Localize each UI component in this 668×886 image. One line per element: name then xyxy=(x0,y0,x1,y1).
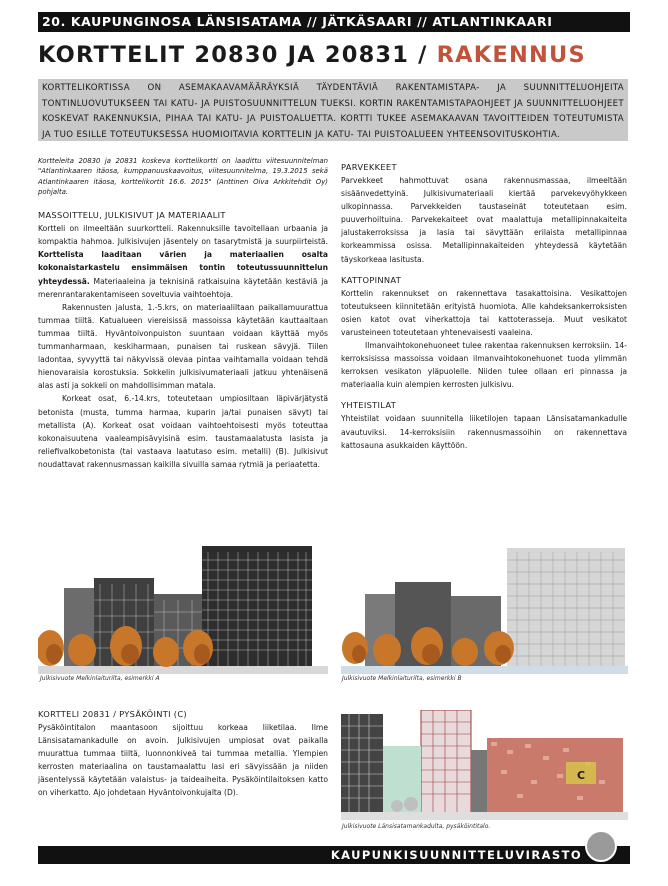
pysakointi-section xyxy=(38,708,328,800)
massoittelu-paragraph-3: Korkeat osat, 6.-14.krs, toteutetaan umpiosiltaan läpivärjätystä betonista (musta, tumma harmaa, kuparin ja/tai punaisen sävyt) tai metallista (A). Korkeat osat voidaan vaihtoehtoisesti myös toteuttaa kokonaisuutena vaaleampisävyisinä esim. taustamaalatusta lasista ja reliefivalkobetonista (tai vastaava laatutaso esim. metalli) (B). Julkisivut noudattavat rakennusmassan kaikilla sivuilla samaa rytmiä ja periaatetta. xyxy=(38,394,328,469)
section-heading-pysakointi: KORTTELI 20831 / PYSÄKÖINTI (C) xyxy=(38,709,187,719)
section-heading-massoittelu: MASSOITTELU, JULKISIVUT JA MATERIAALIT xyxy=(38,210,226,221)
section-heading-kattopinnat: KATTOPINNAT xyxy=(341,274,402,285)
pysakointi-text: Pysäköintitalon maantasoon sijoittuu korkeaa liiketilaa. Ilme Länsisatamankadulle on avoin. Julkisivujen umpiosat ovat paikalla muurattua tummaa tiiltä, luonnonkiveä tai tummaa metallia. Ylempien kerrosten materiaalina on taustamaalattu lasi eri sävyissään ja niiden jäsentelyssä käytetään valaistus- ja taideaiheita. Pysäköintilaitoksen katto on viherkatto. Ajo johdetaan Hyväntoivonkujalta (D). xyxy=(38,723,328,798)
caption-c: Julkisivuote Länsisatamankadulta, pysäköintitalo. xyxy=(342,823,491,830)
left-column xyxy=(38,156,328,471)
elevation-image-b xyxy=(341,546,628,674)
page-title xyxy=(38,42,586,68)
elevation-image-c xyxy=(341,710,628,820)
yhteistilat-text: Yhteistilat voidaan suunnitella liiketilojen tapaan Länsisatamankadulle avautuviksi. 14-kerroksisiin rakennusmassoihin on rakennettava kattosauna asukkaiden käyttöön. xyxy=(341,414,627,450)
title-accent: RAKENNUS xyxy=(436,42,586,68)
kattopinnat-text: Korttelin rakennukset on rakennettava tasakattoisina. Vesikattojen toteutukseen kiinnitetään erityistä huomiota. Alle kahdeksankerroksisten osien katot ovat viherkattoja tai kattoterasseja. Muut vesikatot varusteineen toteutetaan yhtenevaisesti vaaleina. xyxy=(341,288,627,337)
reference-note: Kortteleita 20830 ja 20831 koskeva korttelikortti on laadittu viitesuunnitelman "Atlantinkaaren itäosa, kumppanuuskaavoitus, viitesuunnitelma, 19.3.2015 sekä Atlantinkaaren itäosa, korttelikortit 16.6. 2015" (Anttinen Oiva Arkkitehdit Oy) pohjalta. xyxy=(38,157,328,196)
top-bar: 20. KAUPUNGINOSA LÄNSISATAMA // JÄTKÄSAARI // ATLANTINKAARI xyxy=(38,12,630,32)
section-heading-yhteistilat: YHTEISTILAT xyxy=(341,400,397,411)
right-column xyxy=(341,161,627,452)
intro-box: KORTTELIKORTISSA ON ASEMAKAAVAMÄÄRÄYKSIÄ TÄYDENTÄVIÄ RAKENTAMISTAPA- JA SUUNNITTELUOHJEITA TONTINLUOVUTUKSEEN TAI KATU- JA PUISTOSUUNNITTELUN TUEKSI. KORTIN RAKENTAMISTAPAOHJEET JA SUUNNITTELUOHJEET KOSKEVAT RAKENNUKSIA, PIHAA TAI KATU- JA PUISTOALUETTA. KORTTI TUKEE ASEMAKAAVAN TAVOITTEIDEN TOTEUTUMISTA JA TUO ESILLE TOTEUTUKSESSA HUOMIOITAVIA KORTTELIN JA KATU- TAI PUISTOALUEEN YHTEENSOVITUSKOHTIA. xyxy=(38,79,628,141)
p1-start: Kortteli on ilmeeltään suurkortteli. Rakennuksille tavoitellaan urbaania ja kompaktia hahmoa. Julkisivujen jäsentely on tasarytmistä ja suurpiirteistä. xyxy=(38,224,328,247)
p1-bold: Korttelista laaditaan värien ja materiaalien osalta kokonaistarkastelu ensimmäisen tontin toteutussuunnittelun yhteydessä. xyxy=(38,250,328,286)
massoittelu-paragraph-1 xyxy=(38,222,328,301)
city-logo-icon xyxy=(585,830,617,862)
kattopinnat-text-2: Ilmanvaihtokonehuoneet tulee rakentaa rakennuksen kerroksiin. 14-kerroksisissa massoissa voidaan ilmanvaihtokonehuonet tuoda ylimmän kerroksen vesikaton yläpuolelle. Niiden tulee ollaan eri pinnassa ja materiaalia kuin alempien kerrosten julkisivu. xyxy=(341,341,627,390)
bottom-bar: KAUPUNKISUUNNITTELUVIRASTO xyxy=(38,846,630,864)
caption-b: Julkisivuote Melkinlaiturilta, esimerkki B xyxy=(342,675,462,682)
p1-end: Materiaaleina ja teknisinä ratkaisuina käytetään kestäviä ja merenrantarakentamiseen soveltuvia vaihtoehtoja. xyxy=(38,276,328,299)
title-main: KORTTELIT 20830 JA 20831 / xyxy=(38,42,437,68)
elevation-image-a xyxy=(38,540,328,674)
massoittelu-paragraph-2: Rakennusten jalusta, 1.-5.krs, on materiaaliltaan paikallamuurattua tummaa tiiltä. Katualueen viereisissä massoissa käytetään kauttaaltaan tummaa tiiltä. Hyväntoivonpuiston suuntaan voidaan käyttää myös tummanharmaan, keskiharmaan, punaisen tai ruskean sävyjä. Tiilen ladontaa, syvyyttä tai näkyvissä olevaa pintaa vaihtamalla voidaan tehdä hienovaraisia korostuksia. Sokkelin julkisivumateriaali jatkuu yhtenäisenä alas asti ja sokkeli on mahdollisimman matala. xyxy=(38,302,328,391)
caption-a: Julkisivuote Melkinlaiturilta, esimerkki A xyxy=(40,675,160,682)
building-label-c: C xyxy=(576,769,586,782)
parvekkeet-text: Parvekkeet hahmottuvat osana rakennusmassaa, ilmeeltään sisäänvedettyinä. Julkisivumateriaali kiertää parvekevyöhykkeen ulkopinnassa. Parvekkeiden taustaseinät toteutetaan esim. puuverhoiltuina. Parvekekaiteet ovat maalattuja metallipinnakaiteita jalustakerroksissa ja lasia tai sävyttään erilaista metallipinnaa korkeammissa osissa. Metallipinnakaiteiden yhteydessä käytetään täyskorkeaa lasitusta. xyxy=(341,176,627,264)
section-heading-parvekkeet: PARVEKKEET xyxy=(341,162,397,172)
